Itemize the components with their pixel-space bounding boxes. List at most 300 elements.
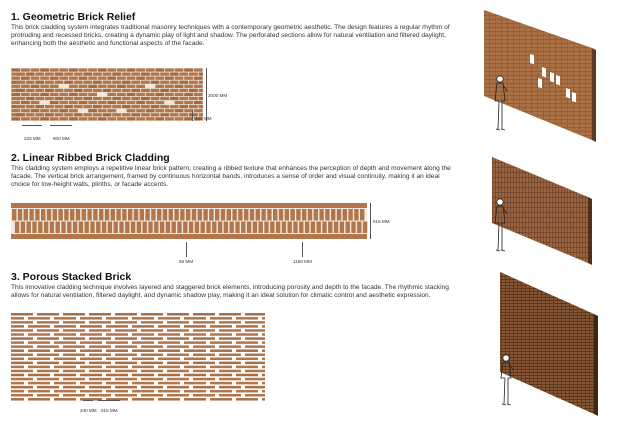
brick xyxy=(12,209,16,221)
brick xyxy=(219,370,241,373)
brick xyxy=(128,209,132,221)
brick xyxy=(115,354,137,357)
brick xyxy=(63,394,85,397)
brick xyxy=(279,209,283,221)
brick xyxy=(37,329,59,332)
brick xyxy=(179,81,188,84)
brick xyxy=(98,109,107,112)
brick xyxy=(210,341,232,344)
brick xyxy=(184,398,206,401)
brick xyxy=(28,358,50,361)
brick xyxy=(262,333,265,336)
brick xyxy=(131,105,140,108)
brick xyxy=(169,209,173,221)
brick xyxy=(85,222,89,234)
brick xyxy=(28,382,50,385)
brick xyxy=(236,341,258,344)
brick xyxy=(193,313,215,316)
brick xyxy=(293,222,297,234)
brick xyxy=(64,97,73,100)
brick xyxy=(63,329,85,332)
brick xyxy=(167,354,189,357)
brick xyxy=(115,313,137,316)
brick xyxy=(170,72,179,75)
brick xyxy=(28,390,50,393)
brick xyxy=(193,337,215,340)
brick xyxy=(54,398,76,401)
brick xyxy=(154,222,158,234)
brick xyxy=(88,109,97,112)
brick xyxy=(50,101,59,104)
brick xyxy=(11,85,20,88)
brick xyxy=(21,93,30,96)
brick xyxy=(184,366,206,369)
brick xyxy=(21,101,30,104)
brick xyxy=(29,209,33,221)
brick xyxy=(31,77,40,80)
brick xyxy=(184,317,206,320)
brick xyxy=(158,325,180,328)
brick xyxy=(11,362,33,365)
brick xyxy=(193,394,215,397)
brick xyxy=(83,81,92,84)
brick xyxy=(106,333,128,336)
brick xyxy=(44,222,48,234)
brick xyxy=(346,222,350,234)
section-description: This cladding system employs a repetitive linear brick pattern, creating a ribbed texture that enhances the perception of depth and movement along the facade. The vertical brick arrangement, framed by continuous horizontal bands, introduces a sense of order and visual continuity, making it an ideal choice for low-height walls, plinths, or facade accents. xyxy=(11,165,451,189)
brick xyxy=(79,222,83,234)
brick xyxy=(26,89,35,92)
brick xyxy=(53,209,57,221)
brick xyxy=(132,390,154,393)
brick xyxy=(98,117,107,120)
brick xyxy=(26,97,35,100)
brick xyxy=(158,317,180,320)
brick xyxy=(175,85,184,88)
brick xyxy=(74,89,83,92)
brick xyxy=(45,89,54,92)
brick xyxy=(98,68,107,71)
brick xyxy=(270,222,274,234)
brick xyxy=(146,101,155,104)
brick xyxy=(175,68,184,71)
brick xyxy=(219,345,241,348)
brick xyxy=(106,317,128,320)
brick xyxy=(50,117,59,120)
brick xyxy=(98,85,107,88)
brick xyxy=(224,222,228,234)
brick xyxy=(107,109,116,112)
brick xyxy=(184,333,206,336)
brick xyxy=(50,93,59,96)
brick xyxy=(131,97,140,100)
brick xyxy=(158,333,180,336)
brick xyxy=(151,105,160,108)
brick xyxy=(167,394,189,397)
brick xyxy=(11,349,24,352)
brick xyxy=(112,89,121,92)
brick xyxy=(167,370,189,373)
brick xyxy=(41,209,45,221)
brick xyxy=(50,85,59,88)
brick xyxy=(131,89,140,92)
brick xyxy=(107,68,116,71)
brick xyxy=(89,329,111,332)
brick xyxy=(184,390,206,393)
brick xyxy=(93,105,102,108)
brick xyxy=(193,329,215,332)
brick xyxy=(35,209,39,221)
brick xyxy=(179,105,188,108)
brick xyxy=(93,72,102,75)
brick xyxy=(59,77,68,80)
dim-w1: 68 MM xyxy=(179,259,194,264)
brick xyxy=(50,68,59,71)
brick xyxy=(45,72,54,75)
brick xyxy=(89,370,111,373)
brick xyxy=(236,333,258,336)
brick xyxy=(267,209,271,221)
brick xyxy=(141,378,163,381)
brick xyxy=(64,209,68,221)
brick xyxy=(70,209,74,221)
brick xyxy=(16,89,25,92)
brick xyxy=(136,93,145,96)
brick xyxy=(83,89,92,92)
brick xyxy=(55,89,64,92)
brick xyxy=(151,113,160,116)
brick xyxy=(80,341,102,344)
brick xyxy=(194,68,203,71)
brick xyxy=(206,222,210,234)
brick xyxy=(80,374,102,377)
brick xyxy=(93,113,102,116)
brick xyxy=(93,81,102,84)
brick xyxy=(151,97,160,100)
brick xyxy=(236,374,258,377)
brick xyxy=(54,349,76,352)
brick xyxy=(50,222,54,234)
brick xyxy=(103,89,112,92)
brick xyxy=(360,209,364,221)
brick xyxy=(158,374,180,377)
brick xyxy=(63,321,85,324)
brick xyxy=(245,345,265,348)
brick xyxy=(262,358,265,361)
brick xyxy=(160,72,169,75)
brick xyxy=(83,97,92,100)
brick xyxy=(163,209,167,221)
brick xyxy=(37,394,59,397)
brick xyxy=(112,113,121,116)
brick xyxy=(193,362,215,365)
brick xyxy=(80,317,102,320)
brick xyxy=(340,222,344,234)
brick xyxy=(136,101,145,104)
brick xyxy=(111,209,115,221)
dim-line-w2 xyxy=(302,242,303,257)
brick xyxy=(107,117,116,120)
brick xyxy=(210,317,232,320)
brick xyxy=(141,394,163,397)
brick xyxy=(137,222,141,234)
brick xyxy=(236,382,258,385)
brick xyxy=(131,113,140,116)
brick xyxy=(210,398,232,401)
brick xyxy=(354,209,358,221)
brick xyxy=(195,222,199,234)
brick xyxy=(170,81,179,84)
section-title: 2. Linear Ribbed Brick Cladding xyxy=(11,152,170,164)
brick xyxy=(82,209,86,221)
brick xyxy=(107,101,116,104)
brick xyxy=(262,349,265,352)
brick xyxy=(296,209,300,221)
brick xyxy=(167,386,189,389)
brick xyxy=(219,354,241,357)
brick xyxy=(80,366,102,369)
brick xyxy=(179,97,188,100)
brick xyxy=(167,345,189,348)
brick xyxy=(151,72,160,75)
brick xyxy=(189,97,198,100)
brick xyxy=(184,358,206,361)
brick xyxy=(88,68,97,71)
brick xyxy=(28,349,50,352)
brick xyxy=(127,85,136,88)
brick xyxy=(132,358,154,361)
brick xyxy=(127,117,136,120)
brick xyxy=(106,358,128,361)
brick xyxy=(193,378,215,381)
brick xyxy=(244,209,248,221)
brick xyxy=(63,313,85,316)
brick xyxy=(115,337,137,340)
brick xyxy=(160,222,164,234)
brick xyxy=(146,68,155,71)
brick xyxy=(11,341,24,344)
brick xyxy=(74,81,83,84)
dim-w1: 240 MM xyxy=(80,408,97,413)
brick xyxy=(105,209,109,221)
brick xyxy=(28,325,50,328)
brick xyxy=(247,222,251,234)
brick xyxy=(58,209,62,221)
brick xyxy=(175,93,184,96)
brick xyxy=(89,378,111,381)
brick xyxy=(155,85,164,88)
brick xyxy=(177,222,181,234)
brick xyxy=(11,394,33,397)
brick xyxy=(238,209,242,221)
brick xyxy=(103,105,112,108)
brick xyxy=(26,105,35,108)
brick xyxy=(262,325,265,328)
brick xyxy=(299,222,303,234)
brick xyxy=(145,209,149,221)
brick xyxy=(184,85,193,88)
brick xyxy=(236,390,258,393)
brick xyxy=(89,313,111,316)
brick xyxy=(140,209,144,221)
brick xyxy=(37,321,59,324)
brick xyxy=(141,354,163,357)
brick xyxy=(184,374,206,377)
brick xyxy=(331,209,335,221)
brick xyxy=(88,117,97,120)
brick xyxy=(45,81,54,84)
brick xyxy=(11,93,20,96)
brick xyxy=(210,374,232,377)
brick xyxy=(16,105,25,108)
brick xyxy=(37,386,59,389)
ribbed-brick-elevation xyxy=(11,203,367,239)
brick xyxy=(37,354,59,357)
brick xyxy=(167,313,189,316)
brick xyxy=(245,378,265,381)
brick xyxy=(107,77,116,80)
brick xyxy=(21,77,30,80)
brick xyxy=(262,390,265,393)
brick xyxy=(27,222,31,234)
brick xyxy=(221,209,225,221)
brick xyxy=(210,382,232,385)
brick xyxy=(11,398,24,401)
brick xyxy=(122,81,131,84)
brick xyxy=(54,325,76,328)
brick xyxy=(184,325,206,328)
brick xyxy=(79,93,88,96)
brick xyxy=(11,109,20,112)
brick xyxy=(119,222,123,234)
brick xyxy=(59,93,68,96)
brick xyxy=(199,72,203,75)
brick xyxy=(215,209,219,221)
brick xyxy=(348,209,352,221)
brick xyxy=(314,209,318,221)
brick xyxy=(151,89,160,92)
brick xyxy=(16,72,25,75)
brick xyxy=(236,349,258,352)
brick xyxy=(115,386,137,389)
brick xyxy=(31,93,40,96)
brick xyxy=(179,113,188,116)
brick xyxy=(89,321,111,324)
dim-line-w2 xyxy=(50,125,72,126)
brick xyxy=(88,85,97,88)
brick xyxy=(343,209,347,221)
brick xyxy=(210,325,232,328)
brick xyxy=(117,117,126,120)
brick xyxy=(337,209,341,221)
brick xyxy=(184,68,193,71)
brick xyxy=(122,97,131,100)
brick xyxy=(236,325,258,328)
brick xyxy=(55,97,64,100)
brick xyxy=(21,85,30,88)
brick xyxy=(241,222,245,234)
brick xyxy=(199,89,203,92)
brick xyxy=(103,113,112,116)
brick xyxy=(69,109,78,112)
brick xyxy=(184,341,206,344)
brick xyxy=(40,77,49,80)
section-description: This brick cladding system integrates traditional masonry techniques with a contemporary geometric aesthetic. The design features a regular rhythm of protruding and recessed bricks, creating a dynamic play of light and shadow. The perforated sections allow for natural ventilation and filtered daylight, enhancing both the aesthetic and functional aspects of the facade. xyxy=(11,24,450,48)
brick xyxy=(261,209,265,221)
section-linear-ribbed-brick xyxy=(11,152,451,190)
brick xyxy=(245,337,265,340)
brick xyxy=(73,222,77,234)
brick xyxy=(172,222,176,234)
brick xyxy=(236,317,258,320)
brick xyxy=(32,222,36,234)
brick xyxy=(28,341,50,344)
dim-line-sub-height xyxy=(192,110,193,121)
brick xyxy=(199,81,203,84)
brick xyxy=(35,89,44,92)
brick xyxy=(203,209,207,221)
brick xyxy=(227,209,231,221)
brick xyxy=(122,105,131,108)
section-geometric-brick-relief xyxy=(11,11,451,49)
brick xyxy=(132,341,154,344)
brick xyxy=(193,386,215,389)
brick xyxy=(38,222,42,234)
brick xyxy=(47,209,51,221)
brick xyxy=(54,333,76,336)
brick xyxy=(107,85,116,88)
brick xyxy=(55,72,64,75)
brick xyxy=(11,366,24,369)
brick xyxy=(175,117,184,120)
brick xyxy=(69,85,78,88)
brick xyxy=(305,222,309,234)
dim-w2: 515 MM xyxy=(101,408,118,413)
brick xyxy=(11,374,24,377)
brick xyxy=(74,97,83,100)
brick xyxy=(79,117,88,120)
brick xyxy=(40,93,49,96)
brick xyxy=(98,77,107,80)
brick xyxy=(69,117,78,120)
brick xyxy=(54,382,76,385)
brick xyxy=(80,382,102,385)
brick xyxy=(174,209,178,221)
brick xyxy=(155,109,164,112)
brick xyxy=(45,97,54,100)
brick xyxy=(141,345,163,348)
brick xyxy=(87,209,91,221)
brick xyxy=(106,349,128,352)
brick xyxy=(262,374,265,377)
brick xyxy=(69,77,78,80)
brick xyxy=(80,390,102,393)
brick xyxy=(141,113,150,116)
brick xyxy=(141,313,163,316)
brick xyxy=(80,325,102,328)
brick xyxy=(212,222,216,234)
brick xyxy=(112,72,121,75)
brick xyxy=(88,93,97,96)
brick xyxy=(127,77,136,80)
brick xyxy=(179,89,188,92)
section-title: 3. Porous Stacked Brick xyxy=(11,271,132,283)
dim-w2: 800 MM xyxy=(53,136,70,141)
brick xyxy=(83,72,92,75)
brick xyxy=(18,209,22,221)
brick xyxy=(40,117,49,120)
brick xyxy=(167,362,189,365)
